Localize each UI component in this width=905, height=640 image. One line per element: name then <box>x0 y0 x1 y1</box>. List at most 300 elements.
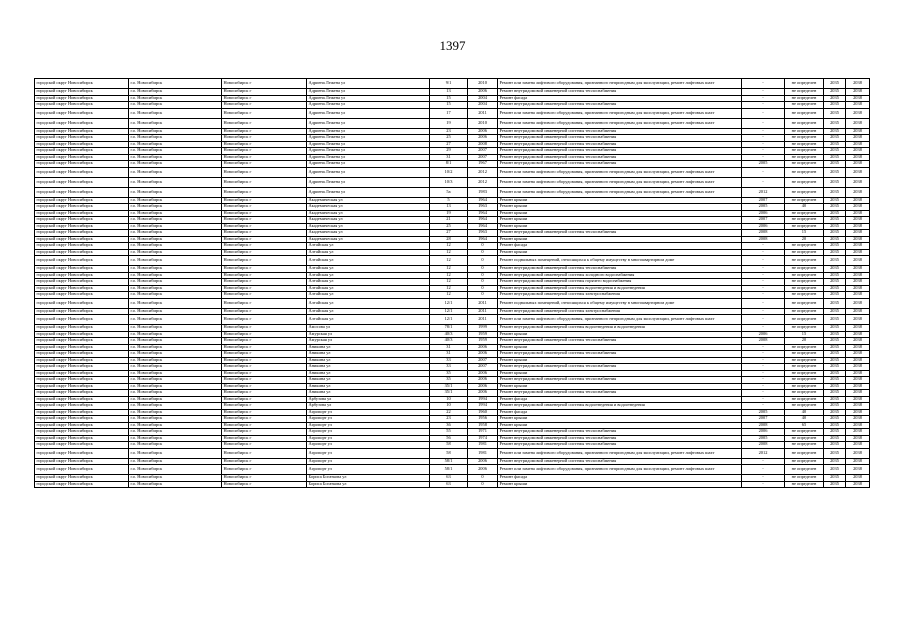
municipality-cell: городской округ Новосибирск <box>35 364 129 371</box>
settlement-cell: г.о. Новосибирск <box>129 249 222 256</box>
settlement-cell: г.о. Новосибирск <box>129 364 222 371</box>
last-repair-year-cell: 2007 <box>742 416 785 423</box>
settlement-cell: г.о. Новосибирск <box>129 308 222 315</box>
last-repair-year-cell: - <box>742 279 785 286</box>
period-start-cell: 2035 <box>824 338 846 345</box>
wear-cell: не определен <box>785 458 824 465</box>
period-end-cell: 2038 <box>846 272 870 279</box>
municipality-cell: городской округ Новосибирск <box>35 272 129 279</box>
municipality-cell: городской округ Новосибирск <box>35 465 129 475</box>
period-start-cell: 2035 <box>824 167 846 177</box>
wear-cell: не определен <box>785 154 824 161</box>
house-number-cell: 19 <box>430 118 468 128</box>
wear-cell: не определен <box>785 256 824 266</box>
street-cell: Амурская ул <box>307 331 430 338</box>
city-cell: Новосибирск г <box>222 364 307 371</box>
street-cell: Бориса Богаткова ул <box>307 475 430 482</box>
city-cell: Новосибирск г <box>222 204 307 211</box>
period-end-cell: 2038 <box>846 256 870 266</box>
period-end-cell: 2038 <box>846 230 870 237</box>
last-repair-year-cell: - <box>742 481 785 488</box>
period-end-cell: 2038 <box>846 364 870 371</box>
municipality-cell: городской округ Новосибирск <box>35 448 129 458</box>
city-cell: Новосибирск г <box>222 442 307 449</box>
work-type-cell: Ремонт крыши <box>498 370 742 377</box>
build-year-cell: 1963 <box>468 204 498 211</box>
municipality-cell: городской округ Новосибирск <box>35 390 129 397</box>
city-cell: Новосибирск г <box>222 285 307 292</box>
house-number-cell: 12/1 <box>430 315 468 325</box>
city-cell: Новосибирск г <box>222 481 307 488</box>
city-cell: Новосибирск г <box>222 429 307 436</box>
build-year-cell: 2006 <box>468 465 498 475</box>
house-number-cell: 12/1 <box>430 298 468 308</box>
last-repair-year-cell: 2008 <box>742 338 785 345</box>
build-year-cell: 1994 <box>468 403 498 410</box>
last-repair-year-cell: - <box>742 141 785 148</box>
last-repair-year-cell: 2005 <box>742 204 785 211</box>
street-cell: Алтайская ул <box>307 249 430 256</box>
period-end-cell: 2038 <box>846 475 870 482</box>
period-start-cell: 2035 <box>824 89 846 96</box>
wear-cell: не определен <box>785 370 824 377</box>
settlement-cell: г.о. Новосибирск <box>129 89 222 96</box>
period-start-cell: 2035 <box>824 357 846 364</box>
last-repair-year-cell: - <box>742 167 785 177</box>
wear-cell: не определен <box>785 325 824 332</box>
work-type-cell: Ремонт фасада <box>498 409 742 416</box>
municipality-cell: городской округ Новосибирск <box>35 338 129 345</box>
municipality-cell: городской округ Новосибирск <box>35 223 129 230</box>
street-cell: Амосова ул <box>307 325 430 332</box>
period-start-cell: 2035 <box>824 204 846 211</box>
work-type-cell: Ремонт внутридомовой инженерной системы электроснабжения <box>498 292 742 299</box>
city-cell: Новосибирск г <box>222 383 307 390</box>
period-end-cell: 2038 <box>846 197 870 204</box>
period-end-cell: 2038 <box>846 148 870 155</box>
work-type-cell: Ремонт внутридомовой инженерной системы теплоснабжения <box>498 161 742 168</box>
work-type-cell: Ремонт внутридомовой инженерной системы теплоснабжения <box>498 338 742 345</box>
work-type-cell: Ремонт или замена лифтового оборудования, признанного непригодным для эксплуатации, ремонт лифтовых шахт <box>498 108 742 118</box>
city-cell: Новосибирск г <box>222 128 307 135</box>
period-end-cell: 2038 <box>846 141 870 148</box>
municipality-cell: городской округ Новосибирск <box>35 475 129 482</box>
house-number-cell: 36 <box>430 422 468 429</box>
city-cell: Новосибирск г <box>222 390 307 397</box>
work-type-cell: Ремонт крыши <box>498 383 742 390</box>
work-type-cell: Ремонт внутридомовой инженерной системы горячего водоснабжения <box>498 279 742 286</box>
municipality-cell: городской округ Новосибирск <box>35 177 129 187</box>
build-year-cell: 1959 <box>468 338 498 345</box>
municipality-cell: городской округ Новосибирск <box>35 141 129 148</box>
work-type-cell: Ремонт внутридомовой инженерной системы теплоснабжения <box>498 128 742 135</box>
last-repair-year-cell: - <box>742 249 785 256</box>
period-start-cell: 2035 <box>824 154 846 161</box>
wear-cell: не определен <box>785 292 824 299</box>
period-start-cell: 2035 <box>824 249 846 256</box>
page-number: 1397 <box>439 38 466 53</box>
work-type-cell: Ремонт внутридомовой инженерной системы холодного водоснабжения <box>498 272 742 279</box>
house-number-cell: 31 <box>430 351 468 358</box>
last-repair-year-cell: - <box>742 364 785 371</box>
settlement-cell: г.о. Новосибирск <box>129 481 222 488</box>
period-end-cell: 2038 <box>846 266 870 273</box>
settlement-cell: г.о. Новосибирск <box>129 475 222 482</box>
street-cell: Аникина ул <box>307 344 430 351</box>
build-year-cell: 0 <box>468 481 498 488</box>
last-repair-year-cell: - <box>742 148 785 155</box>
period-end-cell: 2038 <box>846 154 870 161</box>
city-cell: Новосибирск г <box>222 154 307 161</box>
house-number-cell: 35 <box>430 377 468 384</box>
work-type-cell: Ремонт крыши <box>498 416 742 423</box>
city-cell: Новосибирск г <box>222 266 307 273</box>
city-cell: Новосибирск г <box>222 465 307 475</box>
work-type-cell: Ремонт внутридомовой инженерной системы теплоснабжения <box>498 364 742 371</box>
last-repair-year-cell: - <box>742 458 785 465</box>
street-cell: Арбузова ул <box>307 396 430 403</box>
settlement-cell: г.о. Новосибирск <box>129 338 222 345</box>
municipality-cell: городской округ Новосибирск <box>35 435 129 442</box>
period-end-cell: 2038 <box>846 118 870 128</box>
build-year-cell: 1981 <box>468 442 498 449</box>
work-type-cell: Ремонт крыши <box>498 197 742 204</box>
period-start-cell: 2035 <box>824 108 846 118</box>
period-start-cell: 2035 <box>824 435 846 442</box>
period-start-cell: 2035 <box>824 236 846 243</box>
work-type-cell: Ремонт крыши <box>498 210 742 217</box>
build-year-cell: 2004 <box>468 95 498 102</box>
wear-cell: не определен <box>785 403 824 410</box>
build-year-cell: 1960 <box>468 409 498 416</box>
build-year-cell: 1959 <box>468 331 498 338</box>
period-start-cell: 2035 <box>824 223 846 230</box>
period-end-cell: 2038 <box>846 351 870 358</box>
last-repair-year-cell: 2006 <box>742 429 785 436</box>
municipality-cell: городской округ Новосибирск <box>35 197 129 204</box>
house-number-cell: 29 <box>430 148 468 155</box>
house-number-cell: 58 <box>430 442 468 449</box>
build-year-cell: 2011 <box>468 315 498 325</box>
work-type-cell: Ремонт внутридомовой инженерной системы теплоснабжения <box>498 442 742 449</box>
street-cell: Алтайская ул <box>307 272 430 279</box>
build-year-cell: 1974 <box>468 435 498 442</box>
settlement-cell: г.о. Новосибирск <box>129 351 222 358</box>
street-cell: Адриена Лежена ул <box>307 108 430 118</box>
street-cell: Адриена Лежена ул <box>307 102 430 109</box>
settlement-cell: г.о. Новосибирск <box>129 298 222 308</box>
settlement-cell: г.о. Новосибирск <box>129 279 222 286</box>
wear-cell: не определен <box>785 481 824 488</box>
last-repair-year-cell: - <box>742 128 785 135</box>
wear-cell: 65 <box>785 422 824 429</box>
municipality-cell: городской округ Новосибирск <box>35 308 129 315</box>
wear-cell: не определен <box>785 344 824 351</box>
house-number-cell: 10/3 <box>430 177 468 187</box>
municipality-cell: городской округ Новосибирск <box>35 236 129 243</box>
work-type-cell: Ремонт внутридомовой инженерной системы теплоснабжения <box>498 154 742 161</box>
period-end-cell: 2038 <box>846 236 870 243</box>
city-cell: Новосибирск г <box>222 141 307 148</box>
city-cell: Новосибирск г <box>222 344 307 351</box>
wear-cell: не определен <box>785 435 824 442</box>
settlement-cell: г.о. Новосибирск <box>129 135 222 142</box>
house-number-cell: 35/1 <box>430 390 468 397</box>
last-repair-year-cell: - <box>742 108 785 118</box>
period-start-cell: 2035 <box>824 351 846 358</box>
table-row <box>35 108 870 118</box>
settlement-cell: г.о. Новосибирск <box>129 118 222 128</box>
wear-cell: не определен <box>785 285 824 292</box>
house-number-cell: 31 <box>430 154 468 161</box>
settlement-cell: г.о. Новосибирск <box>129 161 222 168</box>
build-year-cell: 2006 <box>468 370 498 377</box>
work-type-cell: Ремонт или замена лифтового оборудования, признанного непригодным для эксплуатации, ремонт лифтовых шахт <box>498 187 742 197</box>
municipality-cell: городской округ Новосибирск <box>35 118 129 128</box>
build-year-cell: 2008 <box>468 141 498 148</box>
period-start-cell: 2035 <box>824 308 846 315</box>
last-repair-year-cell: - <box>742 325 785 332</box>
street-cell: Алтайская ул <box>307 315 430 325</box>
city-cell: Новосибирск г <box>222 161 307 168</box>
build-year-cell: 1964 <box>468 236 498 243</box>
municipality-cell: городской округ Новосибирск <box>35 279 129 286</box>
period-end-cell: 2038 <box>846 396 870 403</box>
municipality-cell: городской округ Новосибирск <box>35 298 129 308</box>
city-cell: Новосибирск г <box>222 187 307 197</box>
work-type-cell: Ремонт фасада <box>498 243 742 250</box>
period-start-cell: 2035 <box>824 243 846 250</box>
work-type-cell: Ремонт внутридомовой инженерной системы водоотведения и водоотведения <box>498 325 742 332</box>
city-cell: Новосибирск г <box>222 357 307 364</box>
city-cell: Новосибирск г <box>222 292 307 299</box>
settlement-cell: г.о. Новосибирск <box>129 377 222 384</box>
municipality-cell: городской округ Новосибирск <box>35 315 129 325</box>
house-number-cell: 15 <box>430 95 468 102</box>
wear-cell: 20 <box>785 338 824 345</box>
settlement-cell: г.о. Новосибирск <box>129 448 222 458</box>
period-start-cell: 2035 <box>824 315 846 325</box>
street-cell: Аэропорт ул <box>307 409 430 416</box>
city-cell: Новосибирск г <box>222 403 307 410</box>
house-number-cell: 33 <box>430 357 468 364</box>
house-number-cell: 13 <box>430 89 468 96</box>
period-end-cell: 2038 <box>846 465 870 475</box>
last-repair-year-cell: - <box>742 243 785 250</box>
city-cell: Новосибирск г <box>222 272 307 279</box>
last-repair-year-cell: 2005 <box>742 435 785 442</box>
build-year-cell: 2006 <box>468 344 498 351</box>
house-number-cell: 5 <box>430 197 468 204</box>
city-cell: Новосибирск г <box>222 409 307 416</box>
house-number-cell: 10/2 <box>430 167 468 177</box>
wear-cell: не определен <box>785 118 824 128</box>
last-repair-year-cell: - <box>742 308 785 315</box>
period-start-cell: 2035 <box>824 390 846 397</box>
build-year-cell: 2010 <box>468 118 498 128</box>
work-type-cell: Ремонт крыши <box>498 223 742 230</box>
municipality-cell: городской округ Новосибирск <box>35 377 129 384</box>
last-repair-year-cell: - <box>742 465 785 475</box>
city-cell: Новосибирск г <box>222 279 307 286</box>
period-start-cell: 2035 <box>824 422 846 429</box>
build-year-cell: 2006 <box>468 390 498 397</box>
municipality-cell: городской округ Новосибирск <box>35 370 129 377</box>
period-end-cell: 2038 <box>846 403 870 410</box>
settlement-cell: г.о. Новосибирск <box>129 128 222 135</box>
settlement-cell: г.о. Новосибирск <box>129 357 222 364</box>
street-cell: Адриена Лежена ул <box>307 161 430 168</box>
municipality-cell: городской округ Новосибирск <box>35 422 129 429</box>
municipality-cell: городской округ Новосибирск <box>35 135 129 142</box>
street-cell: Аникина ул <box>307 351 430 358</box>
build-year-cell: 0 <box>468 292 498 299</box>
settlement-cell: г.о. Новосибирск <box>129 154 222 161</box>
settlement-cell: г.о. Новосибирск <box>129 331 222 338</box>
house-number-cell: 63 <box>430 475 468 482</box>
period-end-cell: 2038 <box>846 79 870 89</box>
street-cell: Академическая ул <box>307 230 430 237</box>
table-row <box>35 481 870 488</box>
build-year-cell: 2006 <box>468 89 498 96</box>
street-cell: Алтайская ул <box>307 243 430 250</box>
period-start-cell: 2035 <box>824 272 846 279</box>
city-cell: Новосибирск г <box>222 298 307 308</box>
settlement-cell: г.о. Новосибирск <box>129 465 222 475</box>
work-type-cell: Ремонт внутридомовой инженерной системы теплоснабжения <box>498 141 742 148</box>
build-year-cell: 0 <box>468 285 498 292</box>
street-cell: Аэропорт ул <box>307 442 430 449</box>
period-end-cell: 2038 <box>846 409 870 416</box>
period-start-cell: 2035 <box>824 141 846 148</box>
period-start-cell: 2035 <box>824 370 846 377</box>
house-number-cell: 21 <box>430 217 468 224</box>
city-cell: Новосибирск г <box>222 210 307 217</box>
wear-cell: не определен <box>785 177 824 187</box>
house-number-cell: 63 <box>430 481 468 488</box>
street-cell: Аникина ул <box>307 377 430 384</box>
work-type-cell: Ремонт крыши <box>498 236 742 243</box>
municipality-cell: городской округ Новосибирск <box>35 396 129 403</box>
work-type-cell: Ремонт внутридомовой инженерной системы теплоснабжения <box>498 377 742 384</box>
build-year-cell: 0 <box>468 475 498 482</box>
work-type-cell: Ремонт крыши <box>498 481 742 488</box>
wear-cell: не определен <box>785 108 824 118</box>
settlement-cell: г.о. Новосибирск <box>129 243 222 250</box>
wear-cell: 20 <box>785 236 824 243</box>
last-repair-year-cell: - <box>742 95 785 102</box>
city-cell: Новосибирск г <box>222 217 307 224</box>
street-cell: Аникина ул <box>307 370 430 377</box>
period-start-cell: 2035 <box>824 217 846 224</box>
wear-cell: не определен <box>785 298 824 308</box>
build-year-cell: 1958 <box>468 422 498 429</box>
period-start-cell: 2035 <box>824 416 846 423</box>
city-cell: Новосибирск г <box>222 95 307 102</box>
table-row <box>35 315 870 325</box>
work-type-cell: Ремонт или замена лифтового оборудования, признанного непригодным для эксплуатации, ремонт лифтовых шахт <box>498 448 742 458</box>
municipality-cell: городской округ Новосибирск <box>35 249 129 256</box>
city-cell: Новосибирск г <box>222 458 307 465</box>
city-cell: Новосибирск г <box>222 308 307 315</box>
house-number-cell: 12 <box>430 272 468 279</box>
settlement-cell: г.о. Новосибирск <box>129 315 222 325</box>
work-type-cell: Ремонт внутридомовой инженерной системы теплоснабжения <box>498 135 742 142</box>
work-type-cell: Ремонт подвальных помещений, относящихся к общему имуществу в многоквартирном доме <box>498 256 742 266</box>
wear-cell: не определен <box>785 217 824 224</box>
settlement-cell: г.о. Новосибирск <box>129 148 222 155</box>
wear-cell: не определен <box>785 243 824 250</box>
work-type-cell: Ремонт внутридомовой инженерной системы теплоснабжения <box>498 102 742 109</box>
street-cell: Амурская ул <box>307 338 430 345</box>
period-end-cell: 2038 <box>846 308 870 315</box>
house-number-cell: 15 <box>430 102 468 109</box>
municipality-cell: городской округ Новосибирск <box>35 409 129 416</box>
city-cell: Новосибирск г <box>222 435 307 442</box>
build-year-cell: 1964 <box>468 210 498 217</box>
work-type-cell: Ремонт внутридомовой инженерной системы водоотведения и водоотведения <box>498 403 742 410</box>
house-number-cell: 78/1 <box>430 325 468 332</box>
municipality-cell: городской округ Новосибирск <box>35 481 129 488</box>
work-type-cell: Ремонт или замена лифтового оборудования, признанного непригодным для эксплуатации, ремонт лифтовых шахт <box>498 177 742 187</box>
build-year-cell: 2006 <box>468 135 498 142</box>
house-number-cell: 12 <box>430 249 468 256</box>
period-start-cell: 2035 <box>824 118 846 128</box>
settlement-cell: г.о. Новосибирск <box>129 325 222 332</box>
period-start-cell: 2035 <box>824 177 846 187</box>
settlement-cell: г.о. Новосибирск <box>129 435 222 442</box>
settlement-cell: г.о. Новосибирск <box>129 396 222 403</box>
wear-cell: не определен <box>785 223 824 230</box>
street-cell: Адриена Лежена ул <box>307 148 430 155</box>
last-repair-year-cell: 2007 <box>742 217 785 224</box>
period-start-cell: 2035 <box>824 298 846 308</box>
period-start-cell: 2035 <box>824 403 846 410</box>
house-number-cell: 25 <box>430 135 468 142</box>
city-cell: Новосибирск г <box>222 249 307 256</box>
house-number-cell: 58/1 <box>430 465 468 475</box>
wear-cell: не определен <box>785 167 824 177</box>
wear-cell: не определен <box>785 357 824 364</box>
wear-cell: 40 <box>785 409 824 416</box>
city-cell: Новосибирск г <box>222 177 307 187</box>
municipality-cell: городской округ Новосибирск <box>35 204 129 211</box>
street-cell: Алтайская ул <box>307 266 430 273</box>
period-start-cell: 2035 <box>824 102 846 109</box>
house-number-cell: 12 <box>430 266 468 273</box>
period-start-cell: 2035 <box>824 285 846 292</box>
street-cell: Адриена Лежена ул <box>307 135 430 142</box>
period-start-cell: 2035 <box>824 465 846 475</box>
period-end-cell: 2038 <box>846 249 870 256</box>
street-cell: Академическая ул <box>307 204 430 211</box>
table-row <box>35 167 870 177</box>
period-end-cell: 2038 <box>846 217 870 224</box>
municipality-cell: городской округ Новосибирск <box>35 217 129 224</box>
municipality-cell: городской округ Новосибирск <box>35 344 129 351</box>
house-number-cell: 5а <box>430 187 468 197</box>
last-repair-year-cell: - <box>742 396 785 403</box>
period-end-cell: 2038 <box>846 448 870 458</box>
wear-cell: не определен <box>785 364 824 371</box>
city-cell: Новосибирск г <box>222 422 307 429</box>
period-start-cell: 2035 <box>824 95 846 102</box>
period-start-cell: 2035 <box>824 442 846 449</box>
house-number-cell: 27 <box>430 141 468 148</box>
build-year-cell: 0 <box>468 266 498 273</box>
period-end-cell: 2038 <box>846 292 870 299</box>
municipality-cell: городской округ Новосибирск <box>35 458 129 465</box>
